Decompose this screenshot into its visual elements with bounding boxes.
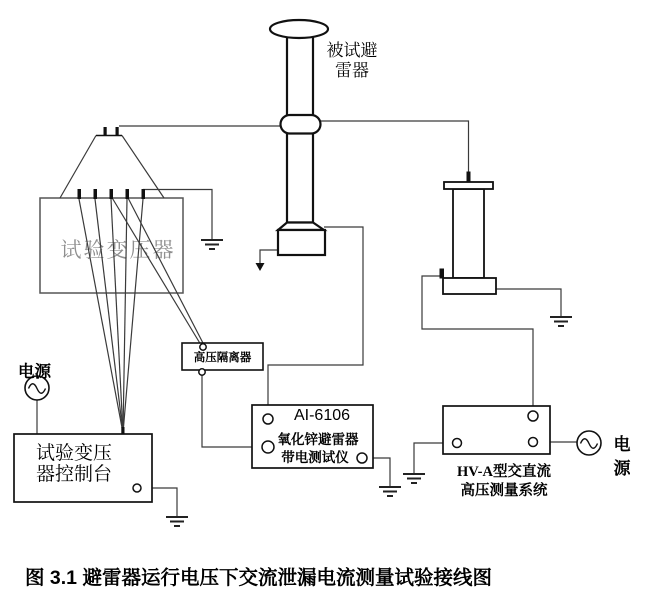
hva-terminal-left: [453, 439, 462, 448]
wire-tap-to-isolator-2: [127, 196, 204, 345]
test-transformer-label: 试验变压器: [60, 238, 176, 262]
power-source-right-label: 电源: [613, 435, 631, 478]
isolator-label: 高压隔离器: [193, 352, 252, 364]
wire-arrester-to-divider: [319, 121, 469, 172]
hva-terminal-top: [528, 411, 538, 421]
wire-pair-left-diagonal: [60, 136, 96, 199]
wire-arrester-base-left: [260, 250, 278, 263]
hva-terminal-right: [529, 438, 538, 447]
wire-transformer-ground: [143, 190, 212, 240]
divider-figure: [443, 182, 496, 294]
isolator-output-terminal: [199, 369, 205, 375]
tester-model-label: AI-6106: [293, 407, 351, 424]
tester-name-line1: 氧化锌避雷器: [277, 432, 359, 447]
wire-divider-to-hva: [422, 276, 533, 411]
ground-icon-transformer: [201, 240, 223, 249]
hv-system-label-line1: HV-A型交直流: [457, 464, 551, 480]
wire-winding-2: [95, 199, 123, 433]
transformer-terminals: [78, 127, 146, 434]
wire-pair-right-diagonal: [122, 136, 164, 199]
control-console-label: 试验变压器控制台: [36, 443, 113, 485]
arrester-label: 被试避雷器: [326, 41, 378, 80]
figure-caption: 图 3.1 避雷器运行电压下交流泄漏电流测量试验接线图: [25, 567, 492, 589]
down-arrow-icon: [256, 263, 265, 271]
hv-system-label-line2: 高压测量系统: [460, 483, 548, 499]
power-source-left-label: 电源: [18, 362, 51, 381]
ground-icon-console: [166, 517, 188, 526]
tester-name-line2: 带电测试仪: [281, 450, 349, 465]
wire-divider-ground: [496, 289, 561, 316]
ground-icon-hva: [403, 474, 425, 483]
ac-source-right-icon: [577, 431, 601, 455]
ground-icon-divider: [550, 317, 572, 326]
console-terminal: [133, 484, 141, 492]
ground-icon-tester: [379, 487, 401, 496]
